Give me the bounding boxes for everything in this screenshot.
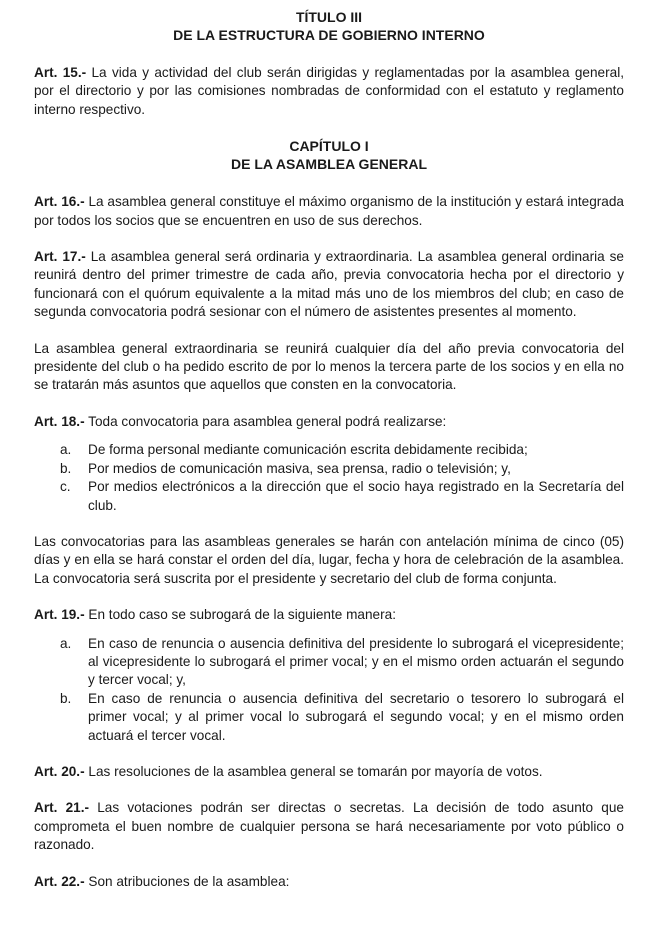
article-text: Las resoluciones de la asamblea general se tomarán por mayoría de votos.: [84, 763, 543, 779]
chapter-heading: [34, 137, 624, 173]
article-21: [34, 799, 624, 854]
title-number: TÍTULO III: [295, 9, 363, 25]
article-19-list: [34, 635, 624, 745]
list-marker: b.: [60, 690, 72, 706]
list-marker: a.: [60, 635, 72, 651]
list-item-text: Por medios de comunicación masiva, sea prensa, radio o televisión; y,: [88, 460, 511, 476]
chapter-name: DE LA ASAMBLEA GENERAL: [231, 156, 427, 173]
article-label: Art. 22.-: [34, 873, 85, 889]
article-20: [34, 763, 624, 781]
article-label: Art. 18.-: [34, 413, 85, 429]
article-text: Son atribuciones de la asamblea:: [84, 873, 290, 889]
list-marker: b.: [60, 460, 72, 476]
document-page: [34, 8, 624, 909]
title-heading: [34, 8, 624, 44]
list-item: [60, 635, 624, 690]
article-16: [34, 193, 624, 230]
list-item-text: Por medios electrónicos a la dirección que el socio haya registrado en la Secretaría del club.: [88, 479, 624, 513]
list-item: [60, 460, 624, 478]
article-label: Art. 20.-: [34, 763, 85, 779]
article-text: Toda convocatoria para asamblea general podrá realizarse:: [84, 413, 447, 429]
article-text: En todo caso se subrogará de la siguiente manera:: [84, 607, 396, 623]
list-item-text: En caso de renuncia o ausencia definitiva del presidente lo subrogará el vicepresidente; al vicepresidente lo subrogará el primer vocal; y en el mismo orden actuarán el segundo y tercer vocal; y,: [88, 635, 624, 688]
article-label: Art. 21.-: [34, 800, 90, 816]
list-marker: c.: [60, 479, 71, 495]
article-15: [34, 64, 624, 119]
article-18-paragraph-2: Las convocatorias para las asambleas generales se harán con antelación mínima de cinco (05) días y en ella se hará constar el orden del día, lugar, fecha y hora de celebración de la asamblea. La convocatoria será suscrita por el presidente y secretario del club de forma conjunta.: [34, 533, 624, 586]
article-text: Las votaciones podrán ser directas o secretas. La decisión de todo asunto que comprometa el buen nombre de cualquier persona se hará necesariamente por voto público o razonado.: [34, 800, 624, 853]
article-text: La asamblea general será ordinaria y extraordinaria. La asamblea general ordinaria se reunirá dentro del primer trimestre de cada año, previa convocatoria hecha por el directorio y funcionará con el quórum equivalente a la mitad más uno de los miembros del club; en caso de segunda convocatoria podrá sesionar con el número de asistentes presentes al momento.: [34, 249, 624, 320]
chapter-number: CAPÍTULO I: [289, 138, 369, 155]
list-marker: a.: [60, 442, 72, 458]
article-text: La vida y actividad del club serán dirigidas y reglamentadas por la asamblea general, por el directorio y por las comisiones nombradas de conformidad con el estatuto y reglamento interno respectivo.: [34, 65, 624, 117]
article-19: [34, 606, 624, 624]
article-17: [34, 248, 624, 322]
list-item-text: De forma personal mediante comunicación escrita debidamente recibida;: [88, 442, 528, 458]
article-22: [34, 873, 624, 891]
article-18: [34, 413, 624, 431]
article-label: Art. 16.-: [34, 194, 85, 210]
list-item: [60, 441, 624, 459]
title-name: DE LA ESTRUCTURA DE GOBIERNO INTERNO: [173, 27, 485, 43]
list-item: [60, 690, 624, 745]
article-18-list: [34, 441, 624, 515]
article-label: Art. 15.-: [34, 65, 87, 80]
article-17-paragraph-2: La asamblea general extraordinaria se reunirá cualquier día del año previa convocatoria del presidente del club o ha pedido escrito de por lo menos la tercera parte de los socios y en ella no se tratarán más asuntos que aquellos que consten en la convocatoria.: [34, 340, 624, 393]
list-item-text: En caso de renuncia o ausencia definitiva del secretario o tesorero lo subrogará el primer vocal; y al primer vocal lo subrogará el segundo vocal; y en el mismo orden actuará el tercer vocal.: [88, 690, 624, 743]
article-text: La asamblea general constituye el máximo organismo de la institución y estará integrada por todos los socios que se encuentren en uso de sus derechos.: [34, 194, 624, 228]
article-label: Art. 17.-: [34, 249, 86, 265]
list-item: [60, 478, 624, 515]
article-label: Art. 19.-: [34, 607, 85, 623]
